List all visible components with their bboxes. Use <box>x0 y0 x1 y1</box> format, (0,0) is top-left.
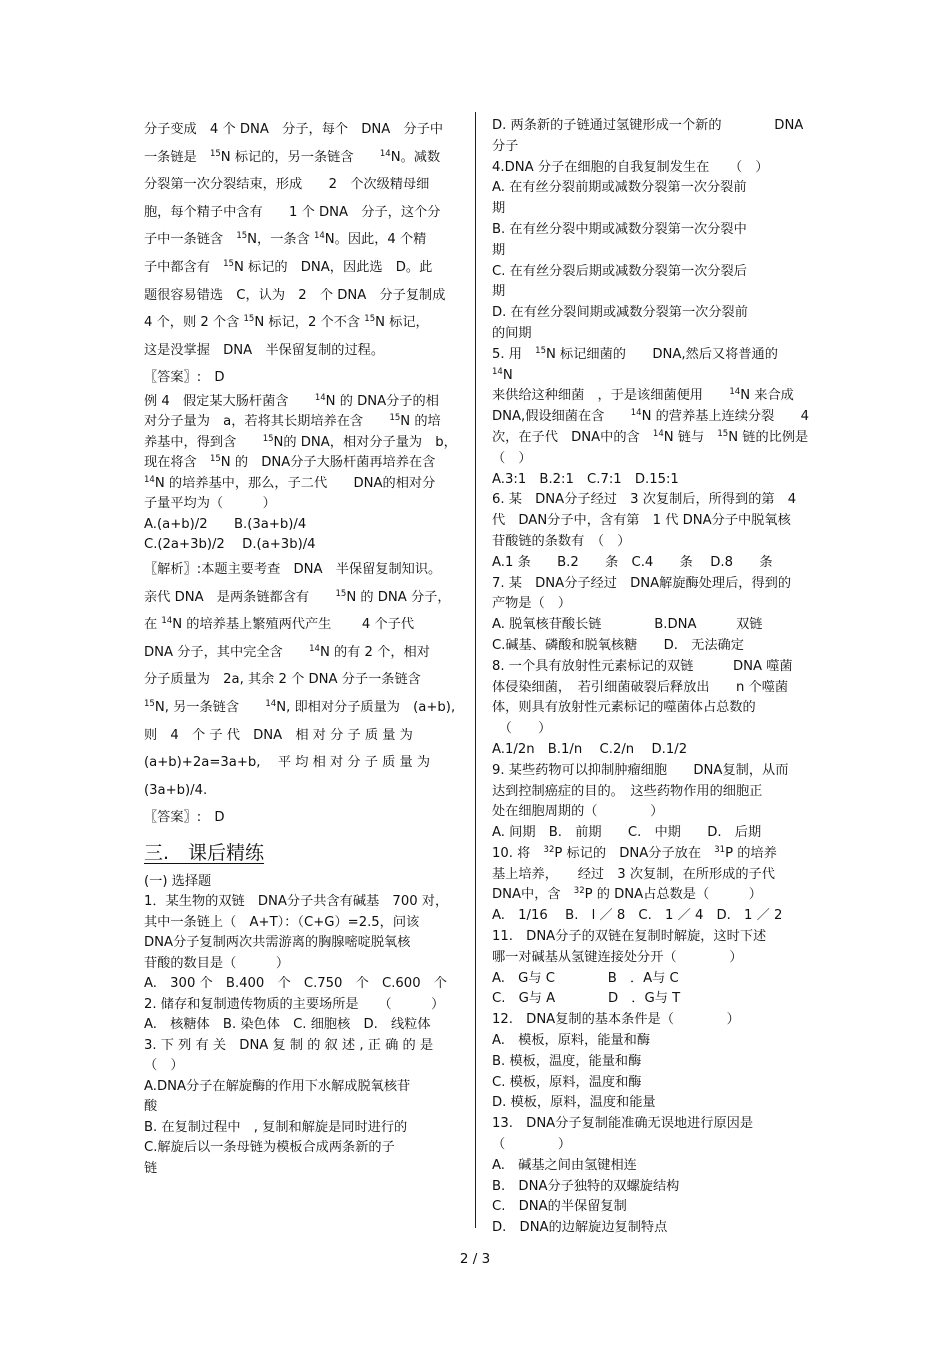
text-line: 其中一条链上（ A+T）：（C+G）=2.5，问该 <box>144 914 420 930</box>
text-line: 酸 <box>144 1099 158 1115</box>
text-line: 子量平均为（ ） <box>144 496 276 512</box>
text-line: DNA 分子，其中完全含 $^{14}$N 的有 2 个，相对 <box>144 643 430 660</box>
text-line: 则 4 个 子 代 DNA 相 对 分 子 质 量 为 <box>144 727 413 743</box>
text-line: 期 <box>492 242 506 258</box>
text-line: 分子变成 4 个 DNA 分子，每个 DNA 分子中 <box>144 122 444 137</box>
text-line: （ ） <box>492 450 532 466</box>
page-number: 2 / 3 <box>459 1251 491 1267</box>
text-line: 这是没掌握 DNA 半保留复制的过程。 <box>144 342 385 358</box>
text-line: 10. 将 $^{32}$P 标记的 DNA分子放在 $^{31}$P 的培养 <box>492 844 777 861</box>
text-line: 1．某生物的双链 DNA分子共含有碱基 700 对， <box>144 894 449 910</box>
left-column <box>144 116 460 1179</box>
text-line: A.DNA分子在解旋酶的作用下水解成脱氧核苷 <box>144 1078 411 1094</box>
text-line: A. 1/16 B. l ／ 8 C. 1 ／ 4 D. 1 ／ 2 <box>492 908 783 924</box>
text-line: D. 模板，原料，温度和能量 <box>492 1095 656 1111</box>
text-line: A. 300 个 B.400 个 C.750 个 C.600 个 <box>144 976 447 992</box>
text-line: 子中都含有 $^{15}$N 标记的 DNA，因此选 D。此 <box>144 258 433 275</box>
text-line: 处在细胞周期的（ ） <box>492 804 664 820</box>
text-line: 链 <box>144 1160 158 1176</box>
text-line: 期 <box>492 201 506 217</box>
text-line: 4 个，则 2 个含 $^{15}$N 标记，2 个不含 $^{15}$N 标记， <box>144 314 429 331</box>
text-line: C. DNA的半保留复制 <box>492 1199 627 1215</box>
text-line: C.碱基、磷酸和脱氧核糖 D. 无法确定 <box>492 637 744 653</box>
text-line: 来供给这种细菌 ，于是该细菌便用 $^{14}$N 来合成 <box>492 387 794 404</box>
text-line: C. 模板，原料，温度和酶 <box>492 1074 642 1090</box>
text-line: 体侵染细菌， 若引细菌破裂后释放出 n 个噬菌 <box>492 679 789 695</box>
text-line: 苷酸的数目是（ ） <box>144 955 290 971</box>
text-line: （ ） <box>492 1137 572 1153</box>
text-line: A. 在有丝分裂前期或减数分裂第一次分裂前 <box>492 180 747 196</box>
text-line: 13. DNA分子复制能准确无误地进行原因是 <box>492 1116 754 1132</box>
text-line: (一) 选择题 <box>144 873 212 889</box>
text-line: 题很容易错选 C，认为 2 个 DNA 分子复制成 <box>144 287 446 303</box>
text-line: 一条链是 $^{15}$N 标记的，另一条链含 $^{14}$N。减数 <box>144 148 441 165</box>
text-line: 产物是（ ） <box>492 596 572 612</box>
text-line: 11. DNA分子的双链在复制时解旋，这时下述 <box>492 929 767 945</box>
text-line: 苷酸链的条数有 （ ） <box>492 533 631 549</box>
text-line: 5. 用 $^{15}$N 标记细菌的 DNA,然后又将普通的 $^{14}$N <box>492 345 805 383</box>
text-line: (3a+b)/4. <box>144 782 208 798</box>
text-line: 基上培养， 经过 3 次复制，在所形成的子代 <box>492 866 775 882</box>
text-line: 6. 某 DNA分子经过 3 次复制后，所得到的第 4 <box>492 492 797 508</box>
text-line: 现在将含 $^{15}$N 的 DNA分子大肠杆菌再培养在含 <box>144 454 436 471</box>
text-line: A.1 条 B.2 条 C.4 条 D.8 条 <box>492 554 773 570</box>
text-line: 分子质量为 2a, 其余 2 个 DNA 分子一条链含 <box>144 672 421 688</box>
text-line: A. 模板，原料，能量和酶 <box>492 1033 651 1049</box>
text-line: 分子 <box>492 138 519 154</box>
text-line: B. 在有丝分裂中期或减数分裂第一次分裂中 <box>492 221 747 237</box>
text-line: 3. 下 列 有 关 DNA 复 制 的 叙 述 , 正 确 的 是 <box>144 1037 434 1053</box>
text-line: A.3:1 B.2:1 C.7:1 D.15:1 <box>492 471 679 487</box>
text-line: 12. DNA复制的基本条件是（ ） <box>492 1012 740 1028</box>
text-line: 对分子量为 a，若将其长期培养在含 $^{15}$N 的培 <box>144 413 441 430</box>
text-line: 2. 储存和复制遗传物质的主要场所是 （ ） <box>144 996 445 1012</box>
text-line: C. G与 A D ．G与 T <box>492 991 681 1007</box>
text-line: 次，在子代 DNA中的含 $^{14}$N 链与 $^{15}$N 链的比例是 <box>492 428 809 445</box>
text-line: (a+b)+2a=3a+b, 平 均 相 对 分 子 质 量 为 <box>144 755 431 771</box>
text-line: 〖答案〗: D <box>144 370 225 386</box>
text-line: 胞，每个精子中含有 1 个 DNA 分子，这个分 <box>144 204 441 220</box>
text-line: 体，则具有放射性元素标记的噬菌体占总数的 <box>492 700 756 716</box>
column-divider <box>475 112 476 1228</box>
text-line: $^{15}$N, 另一条链含 $^{14}$N, 即相对分子质量为 (a+b), <box>144 698 456 715</box>
text-line: 哪一对碱基从氢键连接处分开（ ） <box>492 949 743 965</box>
text-line: D. DNA的边解旋边复制特点 <box>492 1220 668 1236</box>
text-line: A.1/2n B.1/n C.2/n D.1/2 <box>492 741 688 757</box>
text-line: 子中一条链含 $^{15}$N，一条含 $^{14}$N。因此，4 个精 <box>144 231 427 248</box>
text-line: 〖答案〗: D <box>144 810 225 826</box>
text-line: （ ） <box>492 721 552 737</box>
text-line: D. 两条新的子链通过氢键形成一个新的 DNA <box>492 118 804 133</box>
text-line: D. 在有丝分裂间期或减数分裂第一次分裂前 <box>492 305 748 321</box>
text-line: 分裂第一次分裂结束，形成 2 个次级精母细 <box>144 177 430 193</box>
text-line: 在 $^{14}$N 的培养基上繁殖两代产生 4 个子代 <box>144 616 415 633</box>
text-line: $^{14}$N 的培养基中，那么，子二代 DNA的相对分 <box>144 474 436 491</box>
text-line: A. 间期 B. 前期 C. 中期 D. 后期 <box>492 825 762 841</box>
text-line: 4.DNA 分子在细胞的自我复制发生在 （ ） <box>492 159 769 175</box>
text-line: 7. 某 DNA分子经过 DNA解旋酶处理后，得到的 <box>492 575 792 591</box>
text-line: DNA,假设细菌在含 $^{14}$N 的营养基上连续分裂 4 <box>492 408 810 425</box>
text-line: A. G与 C B ．A与 C <box>492 970 679 986</box>
text-line: 9. 某些药物可以抑制肿瘤细胞 DNA复制，从而 <box>492 762 789 778</box>
text-line: B. DNA分子独特的双螺旋结构 <box>492 1178 680 1194</box>
text-line: C.解旋后以一条母链为模板合成两条新的子 <box>144 1140 395 1156</box>
text-line: DNA中，含 $^{32}$P 的 DNA占总数是（ ） <box>492 886 762 903</box>
text-line: B. 在复制过程中 , 复制和解旋是同时进行的 <box>144 1119 408 1135</box>
text-line: A.(a+b)/2 B.(3a+b)/4 <box>144 516 307 532</box>
text-line: 三. 课后精练 <box>144 841 265 864</box>
text-line: B. 模板，温度，能量和酶 <box>492 1053 642 1069</box>
text-line: 代 DAN分子中，含有第 1 代 DNA分子中脱氧核 <box>492 513 791 529</box>
text-line: 〖解析〗:本题主要考查 DNA 半保留复制知识。 <box>144 561 442 577</box>
text-line: DNA分子复制两次共需游离的胸腺嘧啶脱氧核 <box>144 935 411 951</box>
text-line: A. 碱基之间由氢键相连 <box>492 1157 637 1173</box>
text-line: （ ） <box>144 1058 184 1074</box>
text-line: 达到控制癌症的目的。 这些药物作用的细胞正 <box>492 783 763 799</box>
text-line: 的间期 <box>492 325 532 341</box>
text-line: A. 核糖体 B. 染色体 C. 细胞核 D. 线粒体 <box>144 1017 431 1033</box>
text-line: 养基中，得到含 $^{15}$N的 DNA，相对分子量为 b， <box>144 433 457 450</box>
text-line: 亲代 DNA 是两条链都含有 $^{15}$N 的 DNA 分子， <box>144 588 451 605</box>
text-line: 期 <box>492 284 506 300</box>
text-line: 例 4 假定某大肠杆菌含 $^{14}$N 的 DNA分子的相 <box>144 392 439 409</box>
text-line: C.(2a+3b)/2 D.(a+3b)/4 <box>144 537 316 553</box>
right-column <box>492 116 822 1239</box>
text-line: C. 在有丝分裂后期或减数分裂第一次分裂后 <box>492 263 747 279</box>
text-line: 8. 一个具有放射性元素标记的双链 DNA 噬菌 <box>492 658 793 674</box>
text-line: A. 脱氧核苷酸长链 B.DNA 双链 <box>492 617 763 633</box>
